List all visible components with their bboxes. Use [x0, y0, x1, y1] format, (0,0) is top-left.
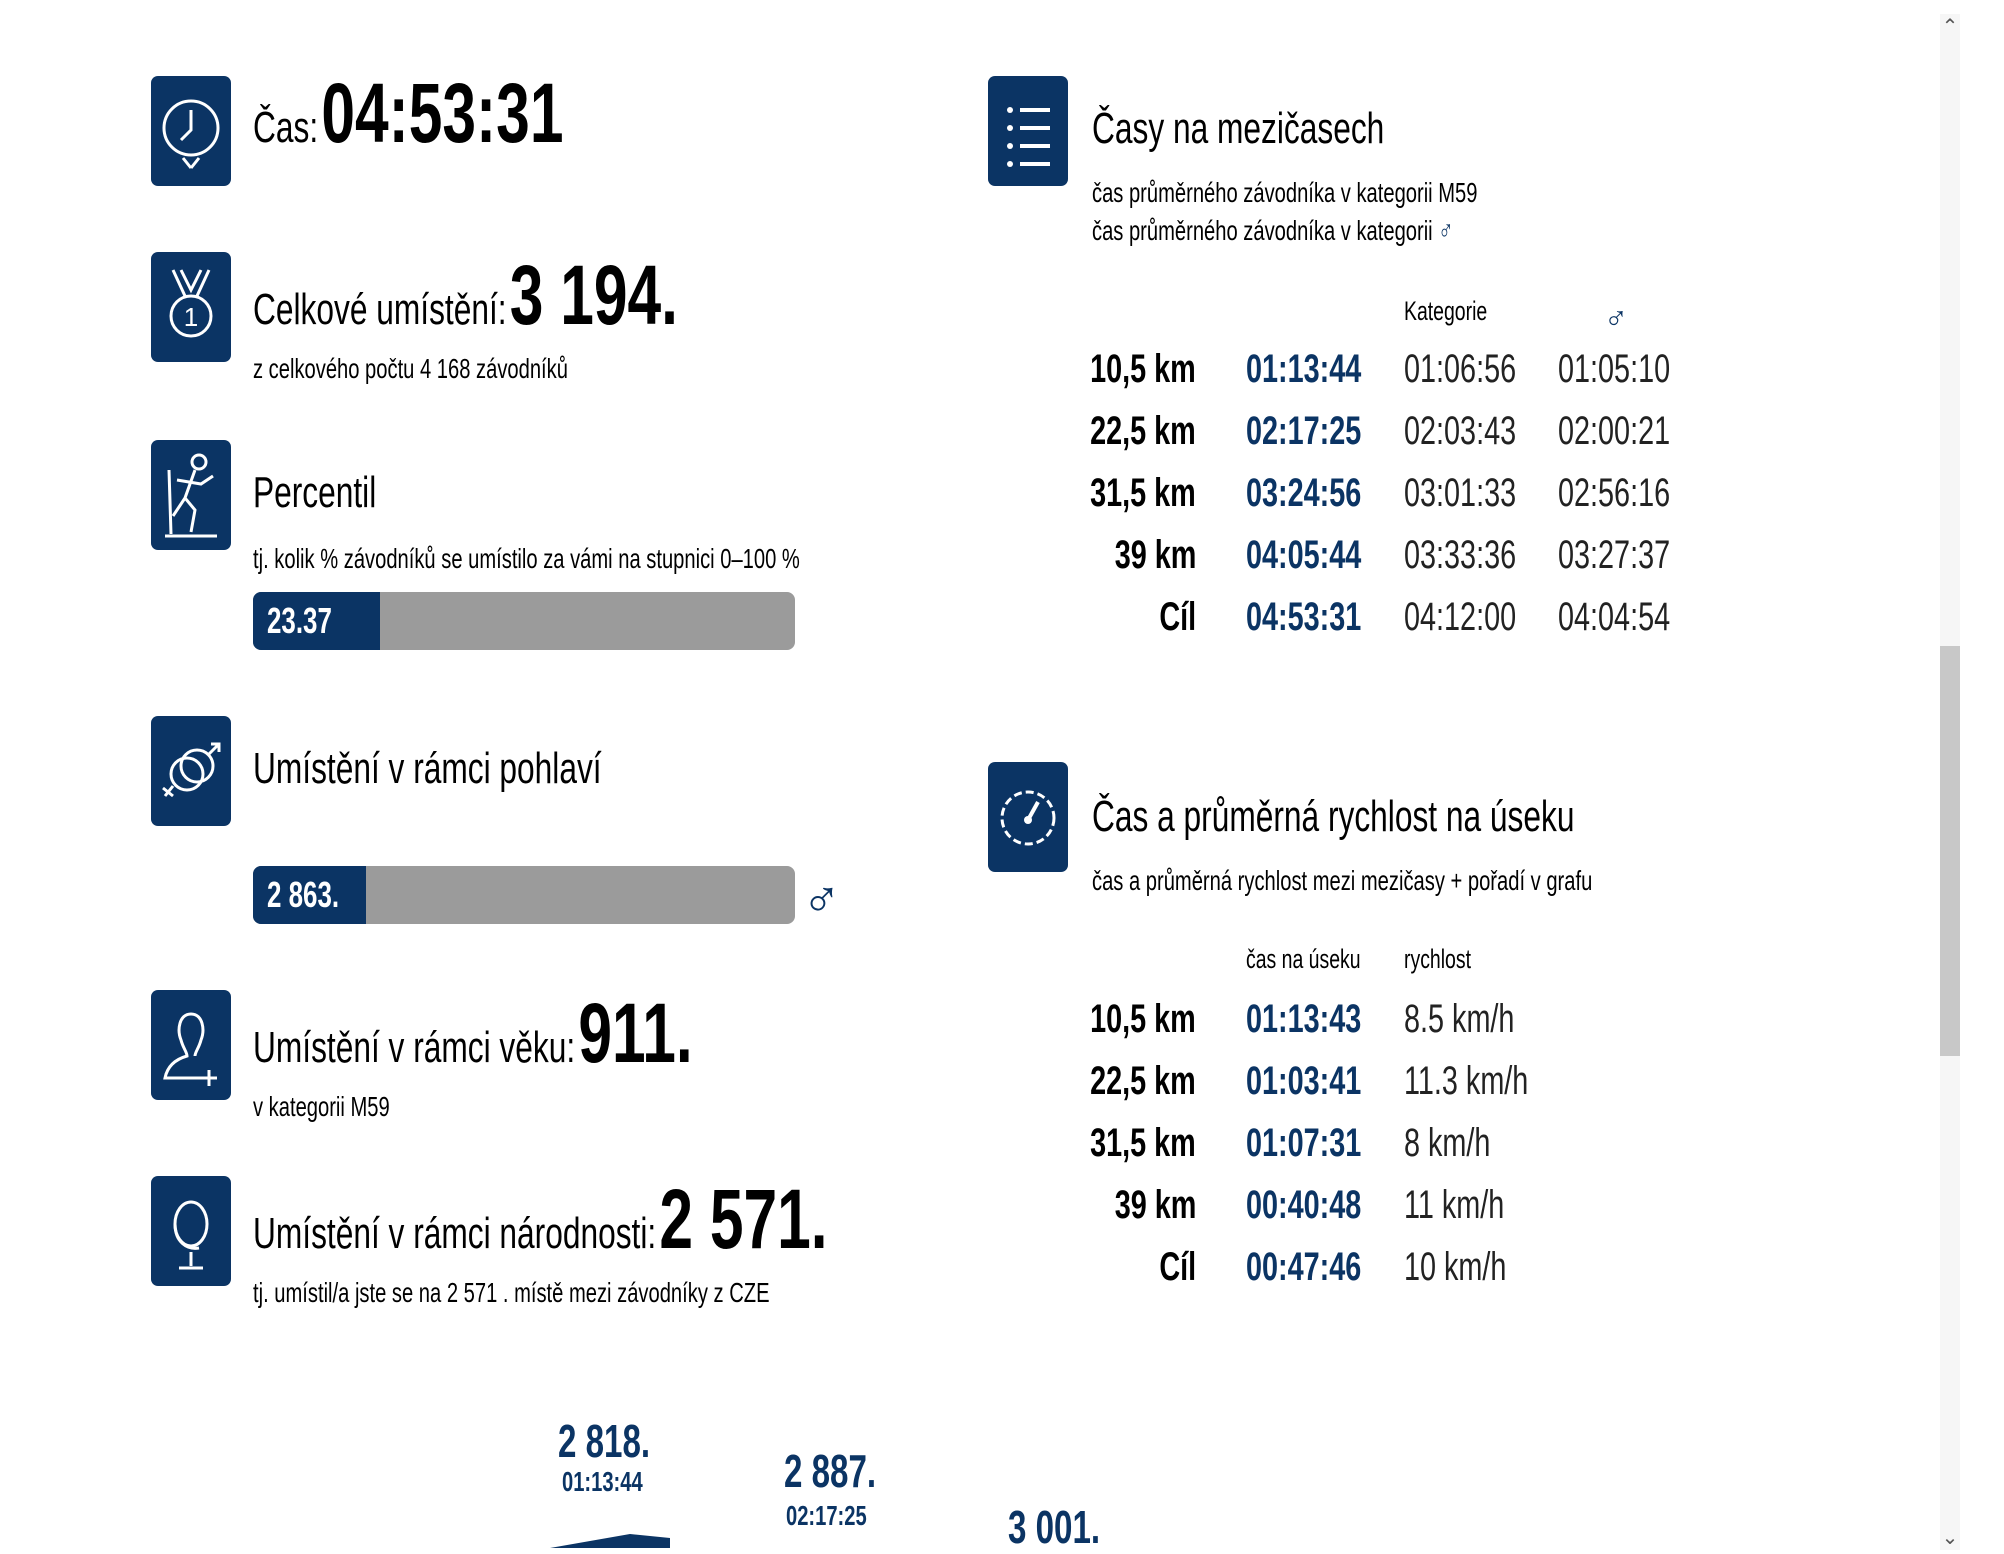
segment-distance: Cíl [1159, 1245, 1196, 1289]
overall-value: 3 194. [509, 248, 678, 342]
segment-distance: 31,5 km [1090, 1121, 1196, 1165]
gender-title: Umístění v rámci pohlaví [253, 744, 602, 793]
segment-speed: 11.3 km/h [1404, 1059, 1529, 1103]
segment-speed: 11 km/h [1404, 1183, 1505, 1227]
time-value: 04:53:31 [321, 66, 564, 160]
split-distance: 10,5 km [1090, 347, 1196, 391]
scrollbar[interactable] [1940, 14, 1960, 1550]
segment-time: 01:03:41 [1246, 1059, 1362, 1103]
list-icon [988, 76, 1068, 186]
segments-title: Čas a průměrná rychlost na úseku [1092, 792, 1575, 841]
nationality-block [253, 1174, 1051, 1264]
globe-icon [151, 1176, 231, 1286]
splits-sub-gender: čas průměrného závodníka v kategorii ♂ [1092, 215, 1454, 246]
split-time: 03:24:56 [1246, 471, 1362, 515]
split-gender-avg: 02:00:21 [1558, 409, 1671, 453]
split-distance: 31,5 km [1090, 471, 1196, 515]
scroll-down-icon[interactable]: ⌄ [1941, 1527, 1959, 1549]
medal-icon [151, 252, 231, 362]
splits-sub-category: čas průměrného závodníka v kategorii M59 [1092, 177, 1478, 208]
segments-col-time: čas na úseku [1246, 944, 1361, 974]
segment-time: 00:47:46 [1246, 1245, 1362, 1289]
split-distance: 22,5 km [1090, 409, 1196, 453]
male-symbol-icon: ♂ [1438, 215, 1454, 246]
scroll-up-icon[interactable]: ⌃ [1941, 16, 1959, 38]
segments-sub: čas a průměrná rychlost mezi mezičasy + pořadí v grafu [1092, 865, 1593, 896]
age-value: 911. [578, 986, 693, 1080]
split-gender-avg: 04:04:54 [1558, 595, 1671, 639]
segment-distance: 10,5 km [1090, 997, 1196, 1041]
split-time: 01:13:44 [1246, 347, 1362, 391]
split-category-avg: 01:06:56 [1404, 347, 1517, 391]
splits-title: Časy na mezičasech [1092, 104, 1385, 153]
segments-col-speed: rychlost [1404, 944, 1471, 974]
scrollbar-thumb[interactable] [1940, 646, 1960, 1056]
split-time: 04:05:44 [1246, 533, 1362, 577]
nationality-sub: tj. umístil/a jste se na 2 571 . místě mezi závodníky z CZE [253, 1277, 770, 1308]
age-sub: v kategorii M59 [253, 1091, 390, 1122]
gender-icon [151, 716, 231, 826]
male-symbol-icon: ♂ [802, 871, 841, 929]
split-category-avg: 03:33:36 [1404, 533, 1517, 577]
rank-chart-area [540, 1534, 760, 1548]
gender-value: 2 863. [267, 874, 340, 915]
splits-col-gender: ♂ [1604, 300, 1628, 336]
speedometer-icon [988, 762, 1068, 872]
person-icon [151, 990, 231, 1100]
rank-chart-time: 02:17:25 [786, 1500, 867, 1531]
gender-bar [253, 866, 795, 924]
split-distance: Cíl [1159, 595, 1196, 639]
nationality-value: 2 571. [659, 1172, 828, 1266]
percentile-sub: tj. kolik % závodníků se umístilo za vámi na stupnici 0–100 % [253, 543, 800, 574]
segment-time: 01:13:43 [1246, 997, 1362, 1041]
segment-speed: 10 km/h [1404, 1245, 1507, 1289]
segment-distance: 22,5 km [1090, 1059, 1196, 1103]
split-time: 02:17:25 [1246, 409, 1362, 453]
split-gender-avg: 02:56:16 [1558, 471, 1671, 515]
age-block [253, 988, 864, 1078]
time-label: Čas: [253, 103, 319, 152]
split-gender-avg: 01:05:10 [1558, 347, 1671, 391]
split-time: 04:53:31 [1246, 595, 1362, 639]
rank-chart-time: 01:13:44 [562, 1466, 643, 1497]
split-category-avg: 02:03:43 [1404, 409, 1517, 453]
percentile-bar [253, 592, 795, 650]
rank-chart-label: 2 887. [784, 1445, 877, 1497]
rank-chart-label: 2 818. [558, 1415, 651, 1467]
skier-icon [151, 440, 231, 550]
time-block [253, 68, 684, 158]
segment-distance: 39 km [1114, 1183, 1196, 1227]
split-gender-avg: 03:27:37 [1558, 533, 1671, 577]
percentile-value: 23.37 [267, 600, 332, 641]
split-category-avg: 03:01:33 [1404, 471, 1517, 515]
percentile-title: Percentil [253, 468, 377, 517]
segment-time: 01:07:31 [1246, 1121, 1362, 1165]
stopwatch-icon [151, 76, 231, 186]
segment-speed: 8 km/h [1404, 1121, 1491, 1165]
split-category-avg: 04:12:00 [1404, 595, 1517, 639]
nationality-label: Umístění v rámci národnosti: [253, 1209, 657, 1258]
splits-col-category: Kategorie [1404, 296, 1488, 326]
overall-sub: z celkového počtu 4 168 závodníků [253, 353, 568, 384]
split-distance: 39 km [1114, 533, 1196, 577]
rank-chart-label: 3 001. [1008, 1501, 1101, 1553]
overall-block [253, 250, 843, 340]
segment-time: 00:40:48 [1246, 1183, 1362, 1227]
age-label: Umístění v rámci věku: [253, 1023, 576, 1072]
overall-label: Celkové umístění: [253, 285, 507, 334]
svg-text:1: 1 [183, 302, 199, 332]
segment-speed: 8.5 km/h [1404, 997, 1515, 1041]
